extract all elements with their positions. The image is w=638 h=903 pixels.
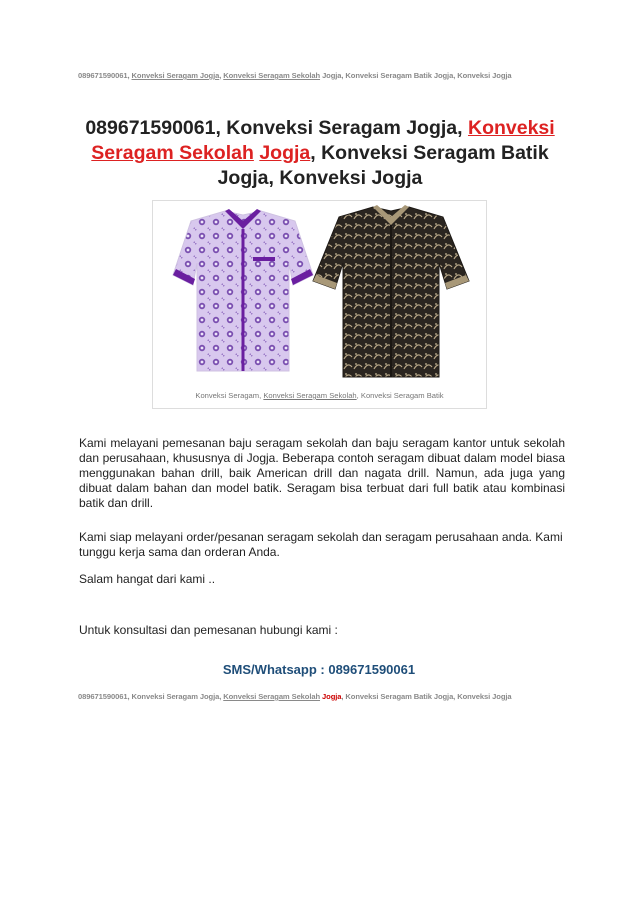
- title-part1: 089671590061, Konveksi Seragam Jogja,: [85, 117, 463, 139]
- header-link-konveksi-seragam-jogja[interactable]: Konveksi Seragam Jogja: [131, 71, 220, 80]
- footer-red-jogja: Jogja: [322, 692, 342, 701]
- footer-rest: , Konveksi Seragam Batik Jogja, Konveksi Jogja: [341, 692, 512, 701]
- batik-shirt: [313, 205, 469, 377]
- page-title: [80, 116, 560, 191]
- header-separator: ,: [219, 71, 222, 80]
- figure-caption: [153, 391, 486, 400]
- title-link-konveksi-seragam-sekolah[interactable]: Konveksi Seragam Sekolah: [91, 117, 555, 164]
- footer-phone: 089671590061, Konveksi Seragam Jogja,: [78, 692, 222, 701]
- footer-keyword-line: [78, 692, 568, 701]
- paragraph-contact-intro: Untuk konsultasi dan pemesanan hubungi kami :: [79, 623, 338, 637]
- title-part2: , Konveksi Seragam Batik Jogja, Konveksi Jogja: [217, 142, 549, 189]
- title-link-jogja[interactable]: Jogja: [259, 142, 311, 164]
- header-rest: Jogja, Konveksi Seragam Batik Jogja, Konveksi Jogja: [322, 71, 512, 80]
- caption-link-konveksi-seragam-sekolah[interactable]: Konveksi Seragam Sekolah: [263, 391, 357, 400]
- purple-shirt: [173, 209, 313, 371]
- footer-link-konveksi-seragam-sekolah[interactable]: Konveksi Seragam Sekolah: [223, 692, 321, 701]
- caption-suffix: , Konveksi Seragam Batik: [356, 391, 444, 400]
- header-link-konveksi-seragam-sekolah[interactable]: Konveksi Seragam Sekolah: [223, 71, 321, 80]
- paragraph-intro: Kami melayani pemesanan baju seragam sekolah dan baju seragam kantor untuk sekolah dan perusahaan, khususnya di Jogja. Beberapa contoh seragam dibuat dalam model biasa menggunakan bahan drill, baik American drill dan nagata drill. Namun, ada juga yang dibuat dalam bahan dan model batik. Seragam bisa terbuat dari full batik atau kombinasi batik dan drill.: [79, 436, 565, 510]
- header-phone: 089671590061,: [78, 71, 130, 80]
- caption-prefix: Konveksi Seragam,: [195, 391, 262, 400]
- paragraph-order: Kami siap melayani order/pesanan seragam sekolah dan seragam perusahaan anda. Kami tunggu kerja sama dan orderan Anda.: [79, 530, 563, 559]
- uniform-figure: [152, 200, 487, 409]
- contact-whatsapp: SMS/Whatsapp : 089671590061: [222, 662, 416, 677]
- shirts-image: [153, 201, 486, 386]
- paragraph-greeting: Salam hangat dari kami ..: [79, 572, 216, 586]
- header-keyword-line: [78, 71, 568, 80]
